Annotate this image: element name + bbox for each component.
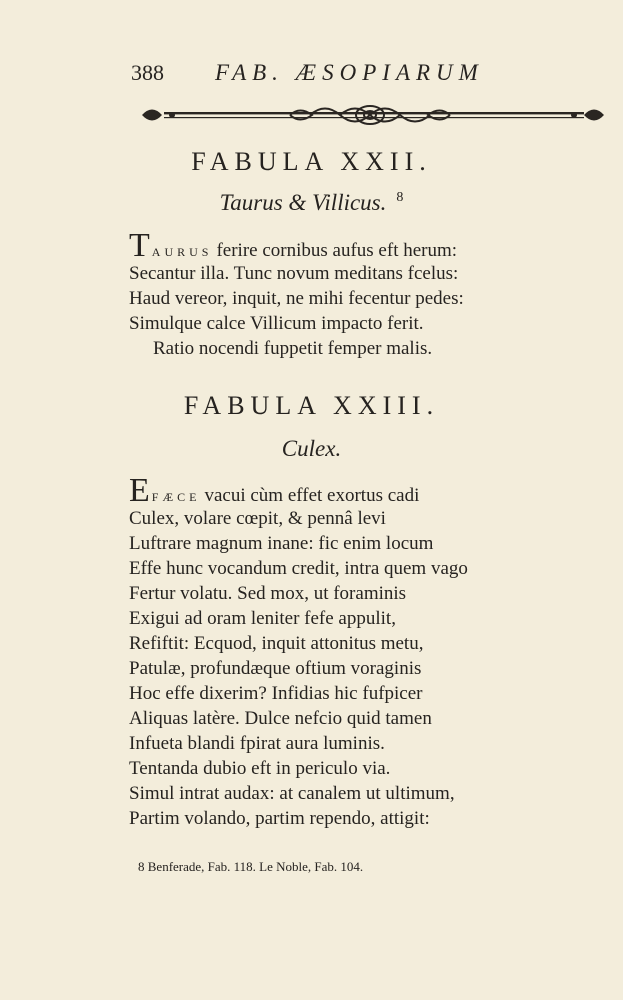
fable-xxii-title: FABULA XXII.: [191, 147, 432, 176]
running-title: FAB. ÆSOPIARUM: [215, 60, 484, 85]
verse-line: Patulæ, profundæque oftium voraginis: [129, 658, 422, 679]
fable-xxiii-verse: [129, 472, 569, 831]
drop-cap: T: [129, 227, 150, 264]
verse-line: [129, 227, 569, 264]
verse-line: Culex, volare cœpit, & pennâ levi: [129, 508, 386, 529]
verse-line: Tentanda dubio eft in periculo via.: [129, 758, 391, 779]
small-caps-word: AURUS: [151, 245, 213, 259]
fable-xxii-verse: [129, 227, 569, 361]
ornamental-rule: [140, 96, 606, 134]
verse-line: Aliquas latère. Dulce nefcio quid tamen: [129, 708, 432, 729]
fable-xxii-subtitle: [0, 190, 623, 216]
running-header: [131, 60, 551, 90]
page-number: 388: [131, 60, 164, 85]
footnote-reference: 8: [396, 190, 404, 206]
small-caps-word: FÆCE: [151, 490, 201, 504]
verse-line-rest: vacui cùm effet exortus cadi: [204, 485, 420, 506]
verse-line: Exigui ad oram leniter fefe appulit,: [129, 608, 396, 629]
verse-line: Luftrare magnum inane: fic enim locum: [129, 533, 434, 554]
verse-line: Refiftit: Ecquod, inquit attonitus metu,: [129, 633, 424, 654]
verse-line: Simul intrat audax: at canalem ut ultimum,: [129, 783, 455, 804]
verse-line: Simulque calce Villicum impacto ferit.: [129, 313, 424, 334]
fable-xxii-subtitle-text: Taurus & Villicus.: [219, 190, 387, 215]
footnote: 8 Benferade, Fab. 118. Le Noble, Fab. 104.: [138, 859, 364, 874]
verse-line-rest: ferire cornibus aufus eft herum:: [216, 240, 458, 261]
drop-cap: E: [129, 472, 150, 509]
verse-line: Secantur illa. Tunc novum meditans fcelus:: [129, 263, 459, 284]
verse-line: Infueta blandi fpirat aura luminis.: [129, 733, 385, 754]
fable-xxiii-title: FABULA XXIII.: [183, 391, 440, 420]
verse-line: Fertur volatu. Sed mox, ut foraminis: [129, 583, 407, 604]
fable-xxiii-subtitle: Culex.: [281, 436, 342, 461]
verse-line: Hoc effe dixerim? Infidias hic fufpicer: [129, 683, 423, 704]
verse-line: Partim volando, partim rependo, attigit:: [129, 808, 430, 829]
verse-line: Effe hunc vocandum credit, intra quem vago: [129, 558, 468, 579]
verse-moral: Ratio nocendi fuppetit femper malis.: [153, 338, 433, 359]
verse-line: Haud vereor, inquit, ne mihi fecentur pedes:: [129, 288, 464, 309]
verse-line: [129, 472, 569, 509]
